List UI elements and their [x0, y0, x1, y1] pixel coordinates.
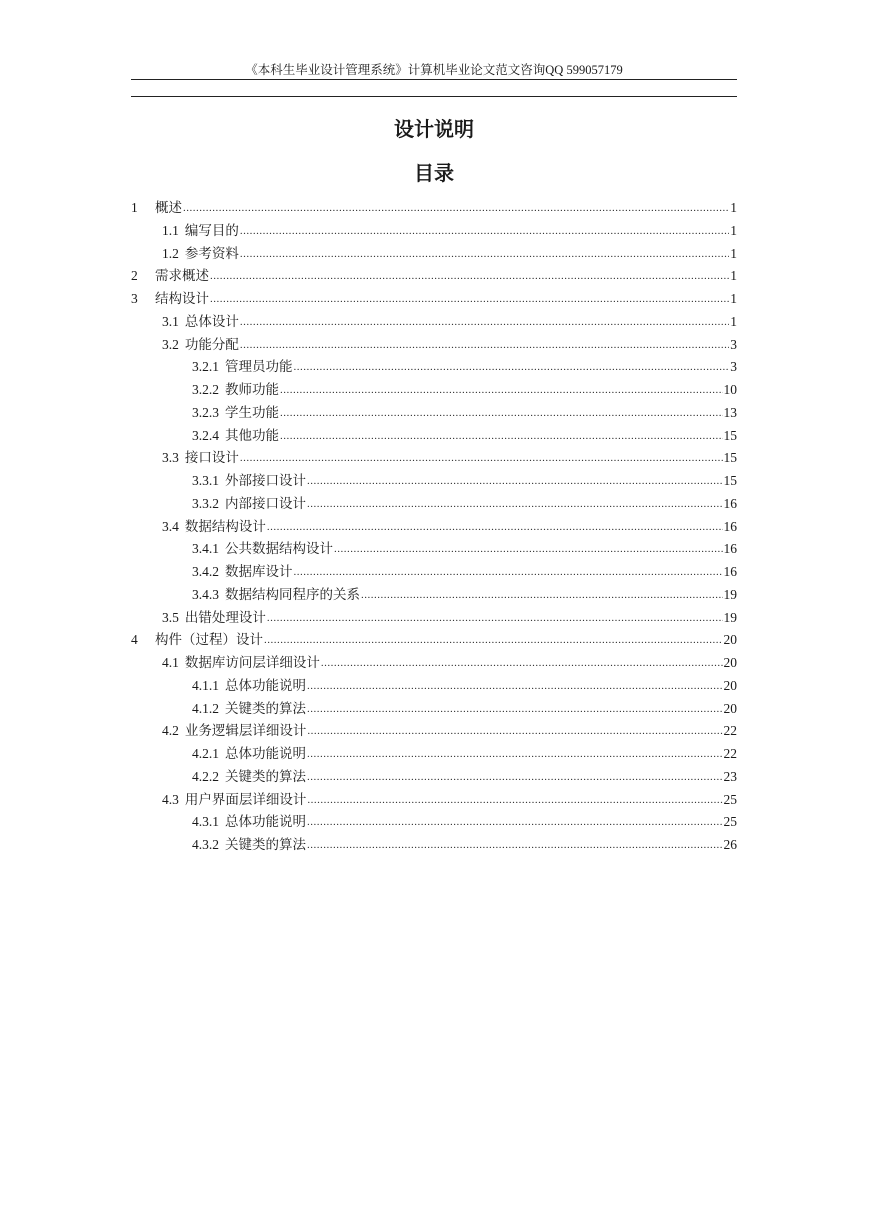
toc-entry[interactable]: [131, 334, 737, 357]
toc-entry[interactable]: [131, 470, 737, 493]
header-rule-bottom: [131, 96, 737, 97]
toc-entry-title: 总体功能说明: [225, 814, 306, 830]
toc-dot-leader: [334, 537, 723, 561]
toc-entry-title: 数据结构设计: [184, 518, 266, 534]
toc-entry[interactable]: [131, 356, 737, 379]
toc-entry-page-number: 26: [723, 837, 737, 852]
toc-entry-title: 数据库设计: [225, 564, 293, 579]
toc-entry-page-number: 20: [723, 677, 737, 693]
toc-entry[interactable]: [131, 766, 737, 789]
toc-entry-title: 编写目的: [184, 222, 239, 238]
toc-entry-number: 4.3: [162, 791, 179, 807]
toc-dot-leader: [267, 515, 723, 539]
table-of-contents: [131, 197, 737, 857]
toc-entry-page-number: 25: [723, 791, 737, 807]
toc-dot-leader: [264, 628, 723, 652]
toc-entry-number: 4.2.2: [192, 768, 219, 784]
toc-dot-leader: [267, 606, 723, 630]
toc-entry-title: 出错处理设计: [184, 609, 266, 625]
page-header: 《本科生毕业设计管理系统》计算机毕业论文范文咨询QQ 599057179: [245, 63, 623, 77]
toc-entry[interactable]: [131, 516, 737, 539]
toc-dot-leader: [307, 765, 723, 789]
toc-entry-number: 3.2.2: [192, 382, 219, 397]
toc-entry-page-number: 16: [723, 564, 737, 579]
toc-entry[interactable]: [131, 834, 737, 857]
toc-entry-title: 关键类的算法: [225, 700, 306, 716]
toc-heading: 目录: [414, 161, 454, 185]
toc-entry[interactable]: [131, 538, 737, 561]
toc-entry-title: 结构设计: [155, 291, 209, 306]
toc-entry-number: 3.3: [162, 450, 179, 466]
toc-entry[interactable]: [131, 561, 737, 584]
toc-dot-leader: [280, 378, 723, 402]
toc-dot-leader: [307, 492, 723, 516]
toc-entry-title: 需求概述: [155, 268, 209, 284]
toc-entry-number: 3.4: [162, 518, 179, 534]
toc-entry-number: 3.4.2: [192, 564, 219, 579]
toc-entry-title: 概述: [155, 200, 182, 215]
toc-dot-leader: [280, 424, 723, 448]
toc-entry-number: 3.5: [162, 609, 179, 625]
toc-entry-title: 数据结构同程序的关系: [225, 586, 360, 602]
toc-entry-page-number: 1: [730, 222, 737, 238]
toc-dot-leader: [240, 219, 729, 243]
toc-dot-leader: [307, 719, 722, 743]
toc-entry[interactable]: [131, 402, 737, 425]
toc-entry-page-number: 15: [723, 427, 737, 443]
toc-entry-page-number: 1: [730, 291, 737, 306]
toc-entry[interactable]: [131, 243, 737, 266]
toc-entry-page-number: 23: [723, 768, 737, 784]
toc-entry-page-number: 10: [723, 382, 737, 397]
document-title: 设计说明: [394, 117, 474, 141]
toc-entry-title: 数据库访问层详细设计: [184, 655, 320, 670]
toc-entry-title: 构件（过程）设计: [155, 632, 263, 648]
toc-dot-leader: [321, 651, 723, 675]
toc-entry[interactable]: [131, 447, 737, 470]
toc-entry-number: 4.2: [162, 723, 179, 739]
toc-entry-page-number: 3: [730, 336, 737, 352]
toc-entry-page-number: 16: [723, 518, 737, 534]
toc-entry-number: 3.2.1: [192, 359, 219, 375]
toc-entry-title: 用户界面层详细设计: [184, 791, 307, 807]
toc-dot-leader: [210, 264, 729, 288]
toc-entry-title: 功能分配: [184, 336, 239, 352]
toc-entry-number: 3.4.1: [192, 541, 219, 557]
toc-entry-page-number: 22: [723, 746, 737, 761]
toc-entry-page-number: 20: [723, 632, 737, 648]
toc-dot-leader: [183, 196, 729, 220]
toc-entry-page-number: 20: [723, 655, 737, 670]
toc-dot-leader: [240, 242, 729, 266]
toc-dot-leader: [361, 583, 723, 607]
toc-entry-number: 4.1: [162, 655, 179, 670]
toc-entry-number: 3.3.1: [192, 473, 219, 488]
toc-dot-leader: [307, 674, 723, 698]
toc-entry-number: 1: [131, 200, 138, 215]
toc-entry-number: 4.3.2: [192, 837, 219, 852]
toc-entry-title: 内部接口设计: [225, 495, 306, 511]
toc-entry-number: 3.2.4: [192, 427, 219, 443]
toc-entry-page-number: 1: [730, 313, 737, 329]
toc-entry[interactable]: [131, 379, 737, 402]
toc-entry-number: 3: [131, 291, 138, 306]
toc-entry[interactable]: [131, 743, 737, 766]
toc-dot-leader: [240, 310, 729, 334]
toc-dot-leader: [307, 810, 723, 834]
header-rule-top: [131, 79, 737, 80]
toc-entry[interactable]: [131, 265, 737, 288]
toc-entry-number: 2: [131, 268, 138, 284]
toc-entry-number: 4.2.1: [192, 746, 219, 761]
toc-entry-number: 1.1: [162, 222, 179, 238]
toc-entry-title: 接口设计: [184, 450, 239, 466]
toc-entry-title: 其他功能: [225, 427, 279, 443]
toc-dot-leader: [294, 560, 723, 584]
toc-entry[interactable]: [131, 675, 737, 698]
toc-entry-title: 教师功能: [225, 382, 279, 397]
toc-entry-page-number: 16: [723, 541, 737, 557]
toc-entry-title: 业务逻辑层详细设计: [184, 723, 307, 739]
toc-entry[interactable]: [131, 629, 737, 652]
toc-entry-number: 1.2: [162, 245, 179, 261]
toc-entry[interactable]: [131, 652, 737, 675]
toc-entry-number: 4.3.1: [192, 814, 219, 830]
toc-dot-leader: [307, 833, 723, 857]
toc-entry-page-number: 16: [723, 495, 737, 511]
toc-entry-page-number: 1: [730, 245, 737, 261]
toc-entry[interactable]: [131, 220, 737, 243]
toc-entry-page-number: 1: [730, 200, 737, 215]
toc-entry[interactable]: [131, 720, 737, 743]
toc-entry-title: 关键类的算法: [225, 837, 306, 852]
toc-dot-leader: [307, 788, 722, 812]
toc-entry-page-number: 22: [723, 723, 737, 739]
toc-entry[interactable]: [131, 288, 737, 311]
toc-entry-title: 公共数据结构设计: [225, 541, 333, 557]
toc-entry[interactable]: [131, 425, 737, 448]
toc-entry-title: 总体功能说明: [225, 677, 306, 693]
toc-entry-number: 3.2.3: [192, 404, 219, 420]
toc-entry[interactable]: [131, 311, 737, 334]
toc-entry[interactable]: [131, 811, 737, 834]
toc-entry-title: 外部接口设计: [225, 473, 306, 488]
toc-entry-title: 关键类的算法: [225, 768, 306, 784]
toc-entry-page-number: 19: [723, 609, 737, 625]
toc-entry-page-number: 19: [723, 586, 737, 602]
toc-entry-number: 3.1: [162, 313, 179, 329]
toc-entry-title: 参考资料: [184, 245, 239, 261]
toc-entry-title: 管理员功能: [225, 359, 293, 375]
toc-entry-title: 总体功能说明: [225, 746, 306, 761]
toc-dot-leader: [307, 742, 723, 766]
toc-entry[interactable]: [131, 789, 737, 812]
toc-dot-leader: [307, 697, 723, 721]
toc-entry-page-number: 25: [723, 814, 737, 830]
toc-entry-title: 总体设计: [184, 313, 239, 329]
toc-entry-page-number: 3: [730, 359, 737, 375]
toc-dot-leader: [210, 287, 729, 311]
toc-entry-page-number: 1: [730, 268, 737, 284]
toc-entry-title: 学生功能: [225, 404, 279, 420]
toc-entry-number: 4: [131, 632, 138, 648]
toc-entry[interactable]: [131, 493, 737, 516]
toc-dot-leader: [280, 401, 723, 425]
toc-dot-leader: [240, 446, 723, 470]
toc-dot-leader: [307, 469, 723, 493]
toc-entry-number: 3.4.3: [192, 586, 219, 602]
toc-entry[interactable]: [131, 584, 737, 607]
toc-entry-page-number: 15: [723, 450, 737, 466]
toc-entry-page-number: 13: [723, 404, 737, 420]
toc-entry[interactable]: [131, 197, 737, 220]
toc-dot-leader: [294, 355, 730, 379]
toc-entry-number: 3.3.2: [192, 495, 219, 511]
toc-entry-number: 4.1.2: [192, 700, 219, 716]
toc-entry-number: 4.1.1: [192, 677, 219, 693]
toc-entry-page-number: 20: [723, 700, 737, 716]
toc-entry-page-number: 15: [723, 473, 737, 488]
toc-entry-number: 3.2: [162, 336, 179, 352]
toc-entry[interactable]: [131, 698, 737, 721]
toc-entry[interactable]: [131, 607, 737, 630]
toc-dot-leader: [240, 333, 729, 357]
